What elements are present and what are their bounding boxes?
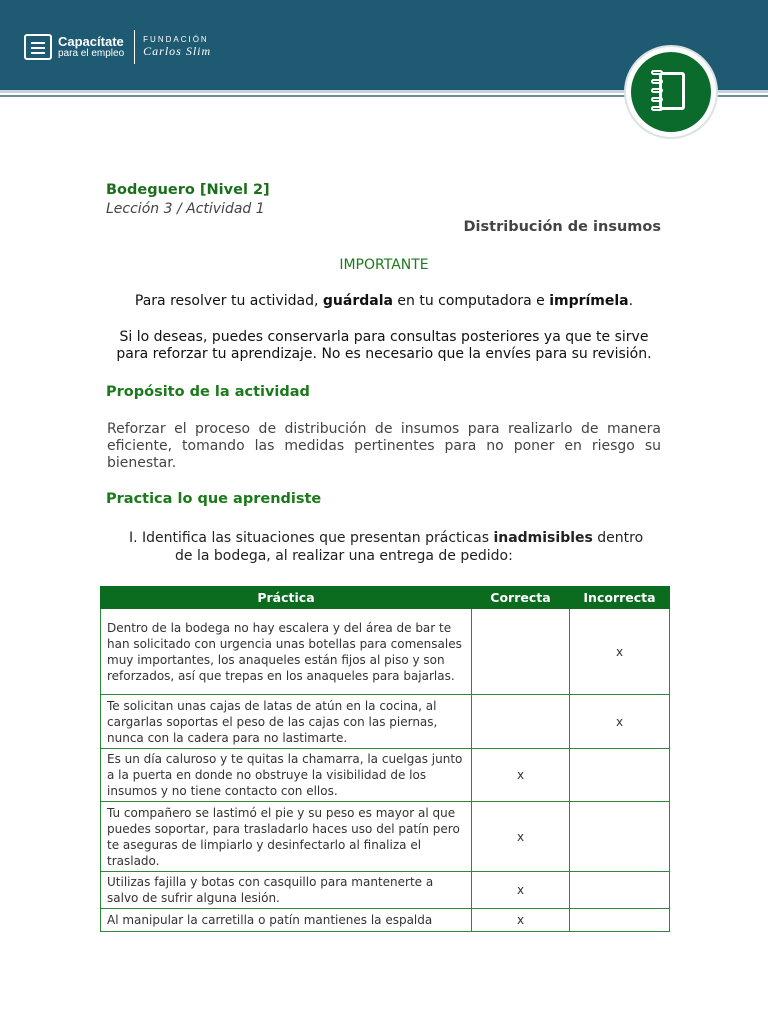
table-row	[101, 802, 670, 872]
practices-table	[100, 586, 670, 932]
activity-title: Distribución de insumos	[463, 219, 661, 235]
brand-tagline: para el empleo	[58, 48, 125, 59]
note-line-2: para reforzar tu aprendizaje. No es necesario que la envíes para su revisión.	[116, 346, 652, 362]
correct-cell[interactable]: x	[472, 872, 570, 909]
correct-cell[interactable]: x	[472, 749, 570, 802]
practice-cell: Dentro de la bodega no hay escalera y del área de bar te han solicitado con urgencia unas botellas para comensales muy importantes, los anaqueles están fijos al piso y son reforzados, así que trepas en los anaqueles para bajarlas.	[101, 609, 472, 695]
question-text-end: dentro	[592, 530, 644, 546]
incorrect-cell[interactable]	[570, 909, 670, 932]
incorrect-cell[interactable]	[570, 872, 670, 909]
course-title: Bodeguero [Nivel 2]	[106, 182, 270, 198]
correct-cell[interactable]: x	[472, 909, 570, 932]
table-header-row	[101, 587, 670, 609]
foundation-block	[143, 35, 211, 59]
capacitate-logo	[24, 30, 211, 64]
important-label: IMPORTANTE	[339, 257, 429, 273]
correct-cell[interactable]	[472, 609, 570, 695]
incorrect-cell[interactable]: x	[570, 695, 670, 749]
note-line-1: Si lo deseas, puedes conservarla para consultas posteriores ya que te sirve	[119, 329, 649, 345]
purpose-heading: Propósito de la actividad	[106, 384, 310, 400]
practice-cell: Utilizas fajilla y botas con casquillo para mantenerte a salvo de sufrir alguna lesión.	[101, 872, 472, 909]
table-row	[101, 909, 670, 932]
practice-cell: Te solicitan unas cajas de latas de atún en la cocina, al cargarlas soportas el peso de las cajas con las piernas, nunca con la cadera para no lastimarte.	[101, 695, 472, 749]
column-header-practice: Práctica	[101, 587, 472, 609]
logo-divider	[134, 30, 135, 64]
table-row	[101, 695, 670, 749]
lesson-subtitle: Lección 3 / Actividad 1	[106, 201, 265, 217]
instruction-line	[0, 293, 768, 309]
badge-circle	[631, 52, 711, 132]
practice-cell: Tu compañero se lastimó el pie y su peso es mayor al que puedes soportar, para trasladarlo haces uso del patín pero te aseguras de limpiarlo y desinfectarlo al finaliza el traslado.	[101, 802, 472, 872]
correct-cell[interactable]	[472, 695, 570, 749]
incorrect-cell[interactable]	[570, 802, 670, 872]
checklist-icon	[24, 34, 52, 60]
foundation-label: FUNDACIÓN	[143, 35, 209, 44]
question-line-1	[129, 530, 643, 546]
foundation-name: Carlos Slim	[143, 44, 212, 58]
instruction-bold-print: imprímela	[549, 293, 629, 309]
table-row	[101, 609, 670, 695]
correct-cell[interactable]: x	[472, 802, 570, 872]
column-header-incorrect: Incorrecta	[570, 587, 670, 609]
incorrect-cell[interactable]: x	[570, 609, 670, 695]
instruction-text: Para resolver tu actividad,	[134, 293, 323, 309]
question-line-2: de la bodega, al realizar una entrega de pedido:	[175, 548, 513, 564]
instruction-text-end: .	[628, 293, 634, 309]
notebook-badge	[626, 47, 716, 137]
instruction-text-mid: en tu computadora e	[392, 293, 550, 309]
brand-block	[58, 35, 124, 59]
question-text: I. Identifica las situaciones que presentan prácticas	[129, 530, 494, 546]
brand-name: Capacítate	[58, 34, 124, 49]
practice-cell: Es un día caluroso y te quitas la chamarra, la cuelgas junto a la puerta en donde no obstruye la visibilidad de los insumos y no tiene contacto con ellos.	[101, 749, 472, 802]
practice-cell: Al manipular la carretilla o patín mantienes la espalda	[101, 909, 472, 932]
column-header-correct: Correcta	[472, 587, 570, 609]
table-row	[101, 872, 670, 909]
instruction-bold-save: guárdala	[322, 293, 393, 309]
notebook-spiral-icon	[651, 70, 661, 114]
table-row	[101, 749, 670, 802]
incorrect-cell[interactable]	[570, 749, 670, 802]
practice-heading: Practica lo que aprendiste	[106, 491, 322, 507]
purpose-paragraph: Reforzar el proceso de distribución de insumos para realizarlo de manera eficiente, tomando las medidas pertinentes para no poner en riesgo su bienestar.	[107, 421, 661, 471]
question-bold: inadmisibles	[493, 530, 593, 546]
